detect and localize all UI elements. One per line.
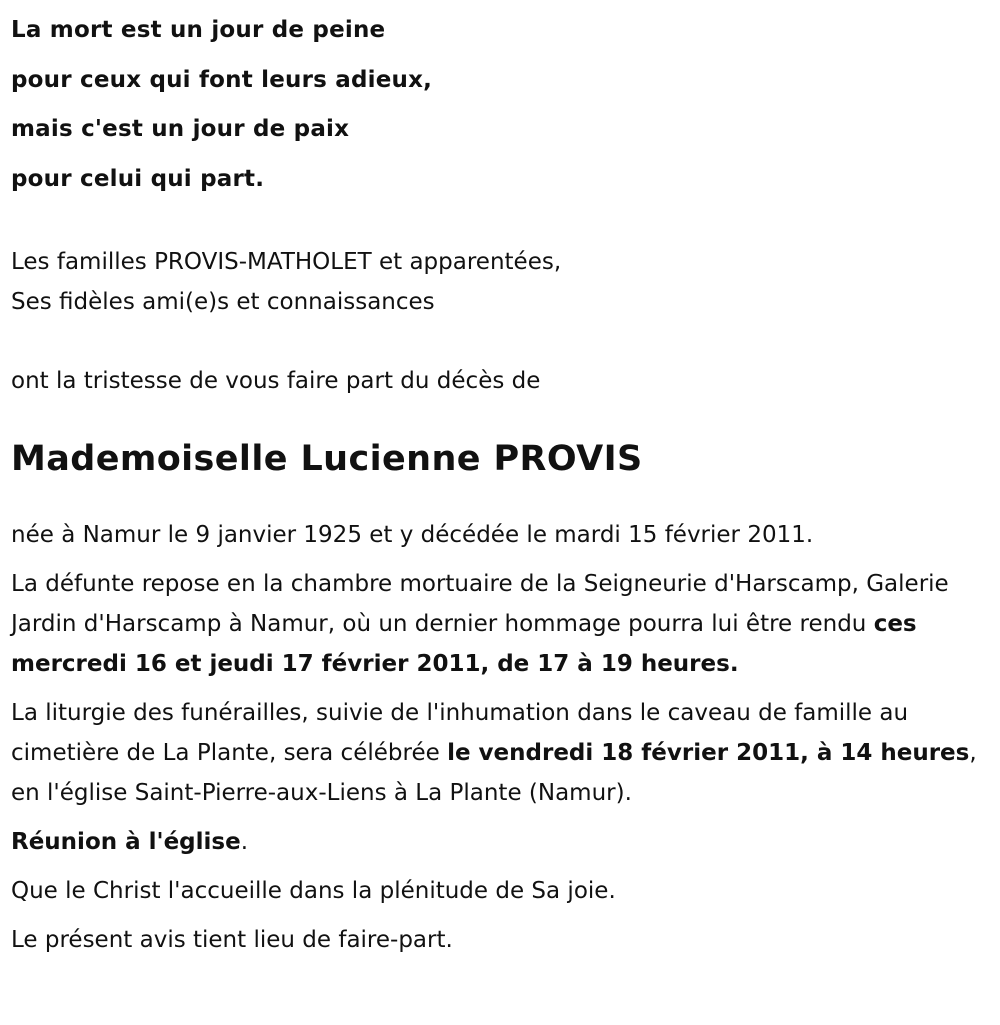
funeral-date: le vendredi 18 février 2011, à 14 heures bbox=[447, 740, 970, 766]
viewing-paragraph bbox=[11, 564, 993, 684]
prayer-paragraph: Que le Christ l'accueille dans la plénitude de Sa joie. bbox=[11, 878, 616, 904]
deceased-name: Mademoiselle Lucienne PROVIS bbox=[11, 439, 643, 479]
meeting-period: . bbox=[240, 829, 249, 855]
funeral-text: La liturgie des funérailles, suivie de l'inhumation dans le caveau de famille au cimetière de La Plante, sera célébrée bbox=[11, 700, 909, 766]
poem-line-4: pour celui qui part. bbox=[11, 165, 265, 192]
funeral-paragraph bbox=[11, 693, 993, 813]
viewing-text: La défunte repose en la chambre mortuaire de la Seigneurie d'Harscamp, Galerie Jardin d'Harscamp à Namur, où un dernier hommage pourra lui être rendu bbox=[11, 571, 949, 637]
obituary-notice bbox=[11, 0, 993, 969]
poem-line-3: mais c'est un jour de paix bbox=[11, 116, 350, 142]
families-block bbox=[11, 242, 993, 322]
poem-line-1: La mort est un jour de peine bbox=[11, 17, 386, 43]
viewing-dates: ces mercredi 16 et jeudi 17 février 2011, de 17 à 19 heures. bbox=[11, 611, 917, 677]
notice-paragraph: Le présent avis tient lieu de faire-part. bbox=[11, 927, 453, 953]
meeting-text: Réunion à l'église bbox=[11, 829, 241, 855]
poem-line-2: pour ceux qui font leurs adieux, bbox=[11, 66, 433, 93]
announcement-text: ont la tristesse de vous faire part du décès de bbox=[11, 368, 541, 394]
families-line-1: Les familles PROVIS-MATHOLET et apparentées, bbox=[11, 249, 562, 275]
details-block bbox=[11, 515, 993, 960]
families-line-2: Ses fidèles ami(e)s et connaissances bbox=[11, 289, 435, 315]
poem bbox=[11, 0, 993, 204]
funeral-location: , en l'église Saint-Pierre-aux-Liens à La Plante (Namur). bbox=[11, 740, 977, 806]
meeting-paragraph bbox=[11, 822, 993, 862]
birth-death-paragraph: née à Namur le 9 janvier 1925 et y décédée le mardi 15 février 2011. bbox=[11, 522, 814, 548]
